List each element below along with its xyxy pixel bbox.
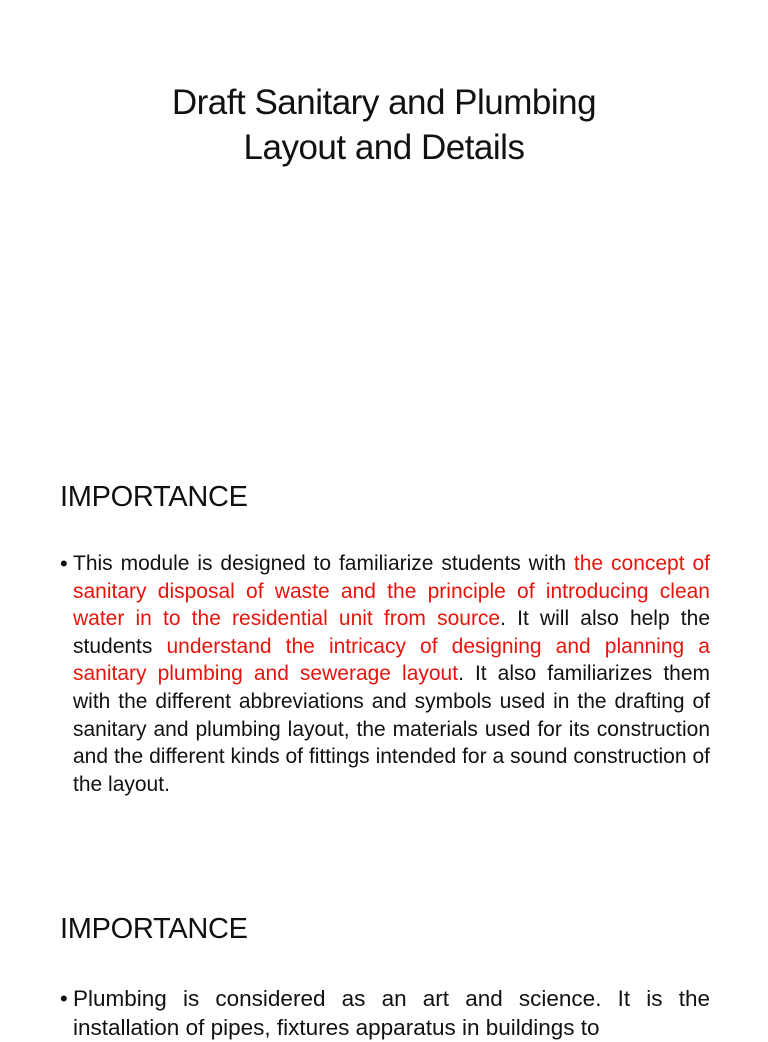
bullet-paragraph bbox=[73, 550, 710, 798]
slide-title-line-1: Draft Sanitary and Plumbing bbox=[171, 83, 597, 122]
highlighted-text-segment: the concept of sanitary disposal of waste and the principle of introducing clean water in to the residential unit from source bbox=[73, 552, 710, 631]
text-segment: . It also familiarizes them with the different abbreviations and symbols used in the drafting of sanitary and plumbing layout, the materials used for its construction and the different kinds of fittings intended for a sound construction of the layout. bbox=[73, 662, 711, 796]
text-segment: Plumbing is considered as an art and science. It is the installation of pipes, fixtures apparatus in buildings to bbox=[73, 986, 710, 1040]
bullet-paragraph bbox=[73, 984, 710, 1042]
section-heading-importance-2: IMPORTANCE bbox=[60, 913, 248, 945]
slide-title-line-2: Layout and Details bbox=[243, 128, 525, 167]
section-heading-importance: IMPORTANCE bbox=[60, 481, 248, 513]
bullet-item-module-description bbox=[60, 550, 710, 798]
bullet-icon: • bbox=[60, 986, 68, 1011]
highlighted-text-segment: understand the intricacy of designing and planning a sanitary plumbing and sewerage layout bbox=[73, 634, 710, 686]
text-segment: This module is designed to familiarize students with bbox=[73, 552, 574, 575]
slide-title bbox=[0, 80, 768, 170]
text-segment: . It will also help the students bbox=[73, 607, 710, 658]
bullet-item-plumbing-definition bbox=[60, 984, 710, 1042]
bullet-icon: • bbox=[60, 551, 68, 576]
